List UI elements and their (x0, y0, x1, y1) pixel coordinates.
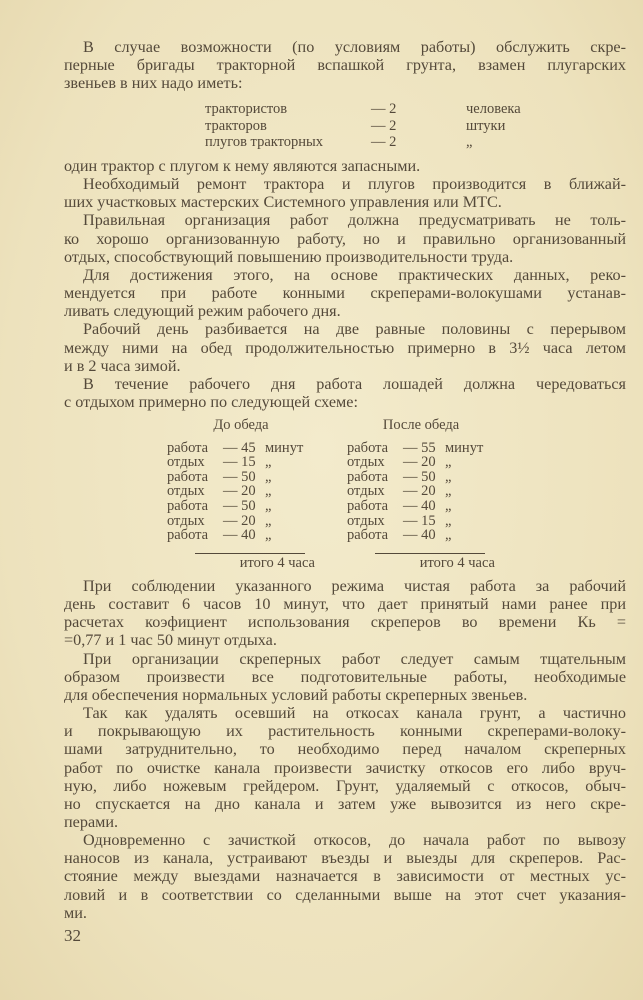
minutes: — 40 (223, 527, 256, 544)
schedule-row (347, 484, 495, 499)
text-line: и покрывающую их растительность конными скреперами-волоку- (64, 722, 626, 741)
unit: „ (265, 497, 272, 514)
schedule-heading: После обеда (382, 417, 460, 433)
text-line: ливать следующий режим рабочего дня. (64, 302, 341, 321)
schedule-total: итого 4 часа (419, 554, 495, 571)
text-line: но спускается на дно канала и затем уже вывозится из него скре- (64, 794, 626, 813)
text-line: для обеспечения нормальных условий работы скреперных звеньев. (64, 685, 528, 704)
schedule-row (167, 441, 315, 456)
schedule-heading: До обеда (213, 417, 269, 433)
unit: „ (445, 497, 452, 514)
schedule-row (347, 528, 495, 543)
minutes: — 20 (403, 454, 436, 471)
text-line: звеньев в них надо иметь: (64, 74, 243, 93)
text-line: Для достижения этого, на основе практических данных, реко- (83, 265, 626, 284)
requirement-row (205, 118, 521, 135)
requirement-row (205, 101, 521, 118)
text-line: ловий и в соответствии со сделанными выше на этот счет указания- (64, 885, 626, 904)
minutes: — 40 (403, 497, 436, 514)
text-line: образом произвести все подготовительные работы, необходимые (64, 667, 626, 686)
schedule-total: итого 4 часа (239, 554, 315, 571)
requirement-item: плугов тракторных (205, 134, 324, 150)
minutes: — 20 (403, 483, 436, 500)
text-line: =0,77 и 1 час 50 минут отдыха. (64, 631, 277, 650)
activity: отдых (347, 454, 385, 471)
text-line: с отдыхом примерно по следующей схеме: (64, 392, 358, 411)
requirement-row (205, 134, 521, 151)
text-line: ко хорошо организованную работу, но и правильно организованный (64, 229, 626, 248)
total-rule (375, 553, 485, 554)
requirement-unit: человека (466, 101, 521, 117)
text-line: Так как удалять осевший на откосах канала грунт, а частично (83, 704, 626, 723)
schedule-row (167, 455, 315, 470)
schedule-row (347, 441, 495, 456)
total-rule (195, 553, 305, 554)
requirement-unit: „ (466, 134, 473, 150)
requirements-list (205, 101, 521, 151)
text-line: ших участковых мастерских Системного управления или МТС. (64, 193, 502, 212)
schedule-row (167, 470, 315, 485)
text-line: Одновременно с зачисткой откосов, до начала работ по вывозу (83, 831, 626, 850)
activity: работа (167, 497, 209, 514)
page-number: 32 (64, 926, 81, 945)
text-line: один трактор с плугом к нему являются запасными. (64, 157, 421, 175)
minutes: — 55 (403, 439, 436, 456)
requirement-qty: — 2 (371, 117, 397, 134)
requirement-qty: — 2 (371, 101, 397, 117)
text-line: шами затруднительно, то необходимо перед началом скреперных (64, 740, 626, 759)
unit: „ (445, 527, 452, 544)
text-line: ную, либо ножевым грейдером. Грунт, удаляемый с откосов, обыч- (64, 776, 626, 795)
unit: „ (445, 483, 452, 500)
requirement-item: трактористов (205, 101, 288, 117)
text-line: При соблюдении указанного режима чистая работа за рабочий (83, 577, 626, 595)
text-line: ми. (64, 903, 87, 922)
minutes: — 20 (223, 512, 256, 529)
text-line: работ по очистке канала произвести зачистку откосов его либо вруч- (64, 758, 626, 777)
minutes: — 45 (223, 439, 256, 456)
minutes: — 15 (403, 512, 436, 529)
activity: работа (347, 497, 389, 514)
unit: минут (265, 439, 304, 456)
unit: „ (265, 527, 272, 544)
text-line: между ними на обед продолжительностью примерно в 3½ часа летом (64, 338, 626, 357)
schedule-row (167, 528, 315, 543)
text-line: перные бригады тракторной вспашкой грунта, взамен плугарских (64, 56, 626, 75)
minutes: — 50 (403, 468, 436, 485)
unit: „ (265, 454, 272, 471)
requirement-unit: штуки (466, 117, 506, 134)
text-line: и в 2 часа зимой. (64, 356, 181, 375)
text-line: В случае возможности (по условиям работы) обслужить скре- (83, 38, 626, 56)
schedule-row (167, 514, 315, 529)
text-line: расчетах коэфициент использования скреперов во времени Кь = (64, 613, 626, 632)
text-line: Рабочий день разбивается на две равные половины с перерывом (83, 320, 626, 339)
unit: „ (445, 468, 452, 485)
text-line: день составит 6 часов 10 минут, что дает принятый нами ранее при (64, 595, 626, 614)
schedule-row (347, 514, 495, 529)
unit: минут (445, 439, 484, 456)
activity: работа (167, 468, 209, 485)
schedule-row (347, 499, 495, 514)
activity: работа (347, 439, 389, 456)
text-line: наносов из канала, устраивают въезды и выезды для скреперов. Рас- (64, 849, 626, 868)
activity: отдых (167, 512, 205, 529)
schedule-row (167, 484, 315, 499)
activity: работа (347, 527, 389, 544)
text-line: стояние между выездами назначается в зависимости от местных ус- (64, 867, 626, 886)
activity: отдых (347, 512, 385, 529)
unit: „ (445, 512, 452, 529)
text-line: мендуется при работе конными скреперами-волокушами устанав- (64, 284, 626, 303)
text-line: перами. (64, 812, 119, 831)
text-line: При организации скреперных работ следует самым тщательным (83, 649, 626, 668)
unit: „ (265, 512, 272, 529)
schedule-row (167, 499, 315, 514)
schedule-after-lunch (347, 418, 495, 570)
minutes: — 50 (223, 468, 256, 485)
text-line: Необходимый ремонт трактора и плугов производится в ближай- (83, 175, 626, 194)
activity: работа (167, 527, 209, 544)
requirement-item: тракторов (205, 117, 267, 134)
unit: „ (445, 454, 452, 471)
activity: отдых (347, 483, 385, 500)
text-line: В течение рабочего дня работа лошадей должна чередоваться (83, 374, 626, 393)
schedule-before-lunch (167, 418, 315, 570)
minutes: — 50 (223, 497, 256, 514)
activity: работа (167, 439, 209, 456)
unit: „ (265, 468, 272, 485)
text-line: отдых, способствующий повышению производительности труда. (64, 247, 514, 266)
activity: отдых (167, 454, 205, 471)
requirement-qty: — 2 (371, 134, 397, 150)
schedule-row (347, 470, 495, 485)
activity: отдых (167, 483, 205, 500)
unit: „ (265, 483, 272, 500)
schedule-row (347, 455, 495, 470)
minutes: — 20 (223, 483, 256, 500)
minutes: — 15 (223, 454, 256, 471)
activity: работа (347, 468, 389, 485)
text-line: Правильная организация работ должна предусматривать не толь- (83, 211, 626, 230)
minutes: — 40 (403, 527, 436, 544)
